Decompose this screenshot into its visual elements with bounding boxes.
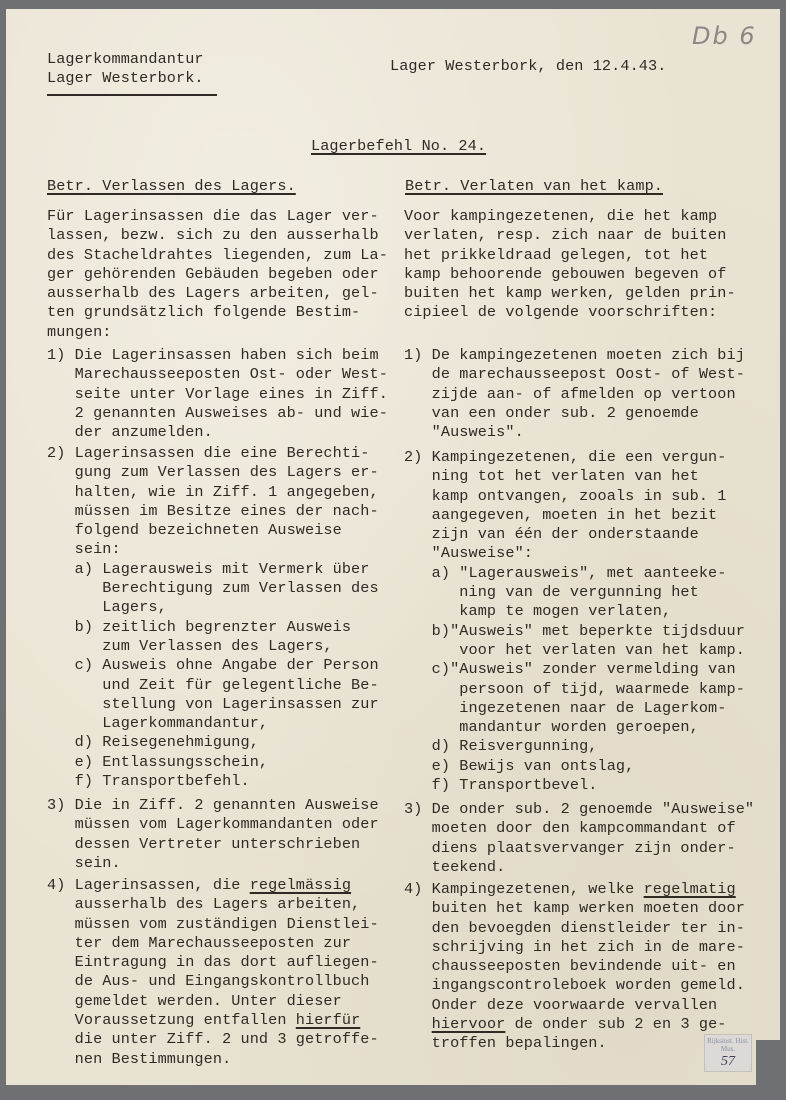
text-segment: 4) Kampingezetenen, welke (404, 880, 644, 898)
text-line: Für Lagerinsassen die das Lager ver- (47, 207, 379, 225)
text-line: kamp te mogen verlaten, (404, 602, 672, 621)
text-line: ausserhalb des Lagers arbeiten, (47, 895, 361, 914)
list-item-e: e) Bewijs van ontslag, (404, 756, 635, 775)
text-line: buiten het kamp werken moeten door (404, 899, 745, 918)
text-line: ausserhalb des Lagers arbeiten, gel- (47, 284, 379, 303)
underlined-word: regelmatig (643, 880, 736, 898)
text-line: verlaten, resp. zich naar de buiten (404, 226, 727, 245)
text-line: "Ausweis". (404, 423, 524, 442)
list-item-f: f) Transportbefehl. (47, 772, 250, 791)
text-line: diens plaatsvervanger zijn onder- (404, 838, 736, 857)
archive-stamp (704, 1034, 752, 1072)
text-line: Eintragung in das dort aufliegen- (47, 953, 379, 972)
text-line: ingangscontroleboek worden gemeld. (404, 976, 745, 995)
text-line: müssen im Besitze eines der nach- (47, 501, 379, 520)
text-line: 2 genannten Ausweises ab- und wie- (47, 403, 388, 422)
text-line: sein: (47, 540, 121, 559)
dutch-intro (404, 207, 776, 323)
text-line: persoon of tijd, waarmede kamp- (404, 679, 745, 698)
text-line: het prikkeldraad gelegen, tot het (404, 245, 709, 264)
text-line: ten grundsätzlich folgende Bestim- (47, 303, 361, 322)
underlined-word: regelmässig (249, 876, 352, 894)
list-item-c: c) Ausweis ohne Angabe der Person (47, 656, 379, 675)
text-line: und Zeit für gelegentliche Be- (47, 675, 379, 694)
text-line (47, 1011, 419, 1030)
header-rule (47, 94, 217, 96)
text-line: sein. (47, 853, 121, 872)
text-line: teekend. (404, 857, 506, 876)
dutch-paragraph-2 (404, 448, 776, 795)
list-item-f: f) Transportbevel. (404, 776, 598, 795)
text-line: halten, wie in Ziff. 1 angegeben, (47, 482, 379, 501)
text-line: troffen bepalingen. (404, 1034, 607, 1053)
text-line: müssen vom Lagerkommandanten oder (47, 815, 379, 834)
text-line: ter dem Marechausseeposten zur (47, 933, 352, 952)
text-line: schrijving in het zich in de mare- (404, 937, 745, 956)
stamp-text: Rijksinst. Hist. Mus. (707, 1037, 749, 1053)
text-line: de Aus- und Eingangskontrollbuch (47, 972, 370, 991)
list-item-a: a) "Lagerausweis", met aanteeke- (404, 563, 727, 582)
text-line: ning tot het verlaten van het (404, 467, 699, 486)
text-line: zijde aan- of afmelden op vertoon (404, 384, 736, 403)
dutch-paragraph-3 (404, 800, 776, 877)
text-line: buiten het kamp werken, gelden prin- (404, 284, 736, 303)
text-segment: Voraussetzung entfallen (47, 1011, 296, 1030)
german-paragraph-4 (47, 876, 419, 1069)
text-line: gung zum Verlassen des Lagers er- (47, 463, 379, 482)
text-line: kamp behoorende gebouwen begeven of (404, 264, 727, 283)
text-line: ning van de vergunning het (404, 583, 699, 602)
text-line (404, 1015, 776, 1034)
text-line: kamp ontvangen, zooals in sub. 1 (404, 486, 727, 505)
list-item-b: b)"Ausweis" met beperkte tijdsduur (404, 621, 745, 640)
text-line: der anzumelden. (47, 423, 213, 442)
text-line: aangegeven, moeten in het bezit (404, 505, 718, 524)
order-title: Lagerbefehl No. 24. (311, 137, 487, 155)
text-line: des Stacheldrahtes liegenden, zum La- (47, 245, 388, 264)
german-subject: Betr. Verlassen des Lagers. (47, 177, 296, 195)
text-line: 1) Die Lagerinsassen haben sich beim (47, 346, 379, 364)
text-line: dessen Vertreter unterschrieben (47, 834, 361, 853)
dutch-paragraph-4 (404, 880, 776, 1054)
text-line: 2) Lagerinsassen die eine Berechti- (47, 444, 370, 462)
underlined-word: hierfür (295, 1011, 361, 1030)
text-line: mandantur worden geroepen, (404, 718, 699, 737)
text-line: mungen: (47, 322, 112, 341)
text-segment: de onder sub 2 en 3 ge- (505, 1015, 727, 1034)
text-line: Berechtigung zum Verlassen des (47, 579, 379, 598)
text-line: 3) Die in Ziff. 2 genannten Ausweise (47, 796, 379, 814)
text-line: Onder deze voorwaarde vervallen (404, 995, 718, 1014)
german-intro (47, 207, 419, 342)
text-line: Lagerkommandantur, (47, 714, 269, 733)
text-line: ingezetenen naar de Lagerkom- (404, 698, 727, 717)
list-item-d: d) Reisvergunning, (404, 737, 598, 756)
text-line: 1) De kampingezetenen moeten zich bij (404, 346, 745, 364)
text-indent (404, 1015, 432, 1033)
office-line-1: Lagerkommandantur (47, 50, 204, 68)
text-line (404, 880, 776, 899)
german-paragraph-1 (47, 346, 419, 442)
text-line: stellung von Lagerinsassen zur (47, 694, 379, 713)
text-line: Lagers, (47, 598, 167, 617)
text-line: zum Verlassen des Lagers, (47, 636, 333, 655)
text-line: ger gehörenden Gebäuden begeben oder (47, 264, 379, 283)
place-date: Lager Westerbork, den 12.4.43. (390, 57, 667, 75)
list-item-c: c)"Ausweis" zonder vermelding van (404, 660, 736, 679)
text-line: müssen vom zuständigen Dienstlei- (47, 914, 379, 933)
text-line: zijn van één der onderstaande (404, 525, 699, 544)
text-line: cipieel de volgende voorschriften: (404, 303, 718, 322)
stamp-number: 57 (721, 1054, 735, 1069)
text-line: van een onder sub. 2 genoemde (404, 403, 699, 422)
text-line: Voor kampingezetenen, die het kamp (404, 207, 718, 225)
list-item-e: e) Entlassungsschein, (47, 752, 269, 771)
text-line: 3) De onder sub. 2 genoemde "Ausweise" (404, 800, 755, 818)
text-line (47, 876, 419, 895)
german-paragraph-3 (47, 796, 419, 873)
dutch-subject: Betr. Verlaten van het kamp. (405, 177, 663, 195)
list-item-d: d) Reisegenehmigung, (47, 733, 259, 752)
text-line: die unter Ziff. 2 und 3 getroffe- (47, 1030, 379, 1049)
text-line: lassen, bezw. sich zu den ausserhalb (47, 226, 379, 245)
text-line: seite unter Vorlage eines in Ziff. (47, 384, 388, 403)
text-segment: 4) Lagerinsassen, die (47, 876, 250, 894)
underlined-word: hiervoor (431, 1015, 506, 1034)
text-line: folgend bezeichneten Ausweise (47, 521, 342, 540)
text-line: de marechausseepost Oost- of West- (404, 365, 745, 384)
office-line-2: Lager Westerbork. (47, 69, 204, 87)
text-line: "Ausweise": (404, 544, 533, 563)
list-item-b: b) zeitlich begrenzter Ausweis (47, 617, 352, 636)
dutch-paragraph-1 (404, 346, 776, 442)
list-item-a: a) Lagerausweis mit Vermerk über (47, 559, 370, 578)
text-line: 2) Kampingezetenen, die een vergun- (404, 448, 727, 466)
handwritten-reference: Db 6 (692, 22, 757, 50)
text-line: chausseeposten bevindende uit- en (404, 957, 736, 976)
text-line: gemeldet werden. Unter dieser (47, 991, 342, 1010)
text-line: moeten door den kampcommandant of (404, 819, 736, 838)
text-line: nen Bestimmungen. (47, 1049, 232, 1068)
german-paragraph-2 (47, 444, 419, 791)
text-line: Marechausseeposten Ost- oder West- (47, 365, 388, 384)
text-line: den bevoegden dienstleider ter in- (404, 918, 745, 937)
text-line: voor het verlaten van het kamp. (404, 640, 745, 659)
